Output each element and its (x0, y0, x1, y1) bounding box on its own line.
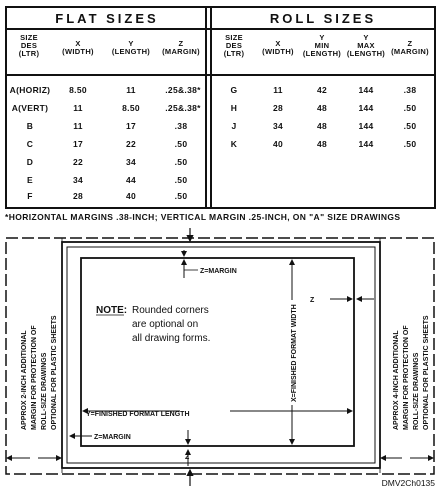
roll-row-3-ymax: 144 (358, 121, 374, 131)
flat-header-size: SIZE DES (LTR) (18, 33, 40, 58)
left-label-line-4: OPTIONAL FOR PLASTIC SHEETS (51, 315, 58, 430)
roll-row-3-size: J (231, 121, 237, 131)
roll-row-1-ymin: 42 (316, 85, 328, 95)
note-line-2: are optional on (132, 319, 199, 330)
right-label-line-1: APPROX 4-INCH ADDITIONAL (393, 330, 400, 430)
roll-row-4-x: 40 (272, 139, 284, 149)
right-label-line-2: MARGIN FOR PROTECTION OF (403, 325, 410, 430)
flat-row-5-y: 34 (125, 157, 137, 167)
flat-row-7-size: F (27, 191, 33, 201)
flat-row-3-y: 17 (125, 121, 137, 131)
right-label-line-4: OPTIONAL FOR PLASTIC SHEETS (423, 315, 430, 430)
flat-row-7-x: 28 (72, 191, 84, 201)
note-line-3: all drawing forms. (132, 333, 211, 344)
roll-header-y-max: Y MAX (LENGTH) (346, 33, 386, 58)
flat-row-6-size: E (27, 175, 33, 185)
flat-row-4-x: 17 (72, 139, 84, 149)
flat-row-6-x: 34 (72, 175, 84, 185)
flat-row-4-y: 22 (125, 139, 137, 149)
flat-row-1-size: A(HORIZ) (9, 85, 51, 95)
roll-row-3-z: .50 (403, 121, 417, 131)
roll-row-2-z: .50 (403, 103, 417, 113)
flat-row-5-z: .50 (174, 157, 188, 167)
flat-header-z: Z (MARGIN) (162, 39, 200, 56)
roll-row-4-z: .50 (403, 139, 417, 149)
left-label-line-3: ROLL-SIZE DRAWINGS (41, 352, 48, 430)
flat-row-2-x: 11 (73, 103, 83, 113)
flat-row-1-y: 11 (126, 85, 136, 95)
flat-row-2-y: 8.50 (122, 103, 140, 113)
roll-row-4-size: K (230, 139, 238, 149)
sheet-inner-outline (67, 247, 375, 463)
z-right-label: Z (310, 297, 315, 304)
footnote: *HORIZONTAL MARGINS .38-INCH; VERTICAL MARGIN .25-INCH, ON "A" SIZE DRAWINGS (5, 212, 401, 222)
roll-header-z: Z (MARGIN) (391, 39, 429, 56)
flat-row-3-z: .38 (174, 121, 188, 131)
flat-row-5-size: D (26, 157, 34, 167)
flat-row-7-y: 40 (125, 191, 137, 201)
flat-row-4-z: .50 (174, 139, 188, 149)
roll-row-4-ymax: 144 (358, 139, 374, 149)
flat-row-5-x: 22 (72, 157, 84, 167)
flat-row-1-x: 8.50 (69, 85, 87, 95)
roll-header-x: X (WIDTH) (262, 39, 294, 56)
roll-sizes-title: ROLL SIZES (269, 11, 377, 26)
figure-id: DMV2Ch0135 (381, 478, 435, 488)
roll-row-1-z: .38 (403, 85, 417, 95)
flat-row-2-size: A(VERT) (11, 103, 49, 113)
flat-row-3-size: B (26, 121, 34, 131)
roll-row-2-x: 28 (272, 103, 284, 113)
flat-row-2-z: .25&.38* (165, 103, 201, 113)
roll-row-2-ymax: 144 (358, 103, 374, 113)
right-margin-label (393, 315, 430, 430)
roll-row-4-ymin: 48 (316, 139, 328, 149)
note-keyword: NOTE: (96, 305, 128, 316)
y-length-label: Y=FINISHED FORMAT LENGTH (86, 411, 190, 418)
roll-row-2-size: H (230, 103, 238, 113)
z-margin-bottom-label: Z=MARGIN (94, 434, 131, 441)
roll-header-size: SIZE DES (LTR) (223, 33, 245, 58)
z-bottom-label: Z (185, 454, 190, 461)
flat-row-4-size: C (26, 139, 34, 149)
flat-header-x: X (WIDTH) (62, 39, 94, 56)
left-label-line-1: APPROX 2-INCH ADDITIONAL (21, 330, 28, 430)
flat-row-1-z: .25&.38* (165, 85, 201, 95)
flat-row-3-x: 11 (73, 121, 83, 131)
left-label-line-2: MARGIN FOR PROTECTION OF (31, 325, 38, 430)
note-line-1: Rounded corners (132, 305, 209, 316)
z-margin-top-label: Z=MARGIN (200, 268, 237, 275)
roll-row-2-ymin: 48 (316, 103, 328, 113)
flat-sizes-title: FLAT SIZES (55, 11, 159, 26)
roll-header-y-min: Y MIN (LENGTH) (302, 33, 342, 58)
roll-row-1-size: G (230, 85, 238, 95)
left-margin-label (21, 315, 58, 430)
roll-row-1-ymax: 144 (358, 85, 374, 95)
roll-row-3-ymin: 48 (316, 121, 328, 131)
flat-row-6-y: 44 (125, 175, 137, 185)
flat-row-6-z: .50 (174, 175, 188, 185)
flat-header-y: Y (LENGTH) (111, 39, 151, 56)
roll-row-1-x: 11 (273, 85, 283, 95)
roll-row-3-x: 34 (272, 121, 284, 131)
right-label-line-3: ROLL-SIZE DRAWINGS (413, 352, 420, 430)
x-width-label: X=FINISHED FORMAT WIDTH (291, 304, 298, 402)
flat-row-7-z: .50 (174, 191, 188, 201)
